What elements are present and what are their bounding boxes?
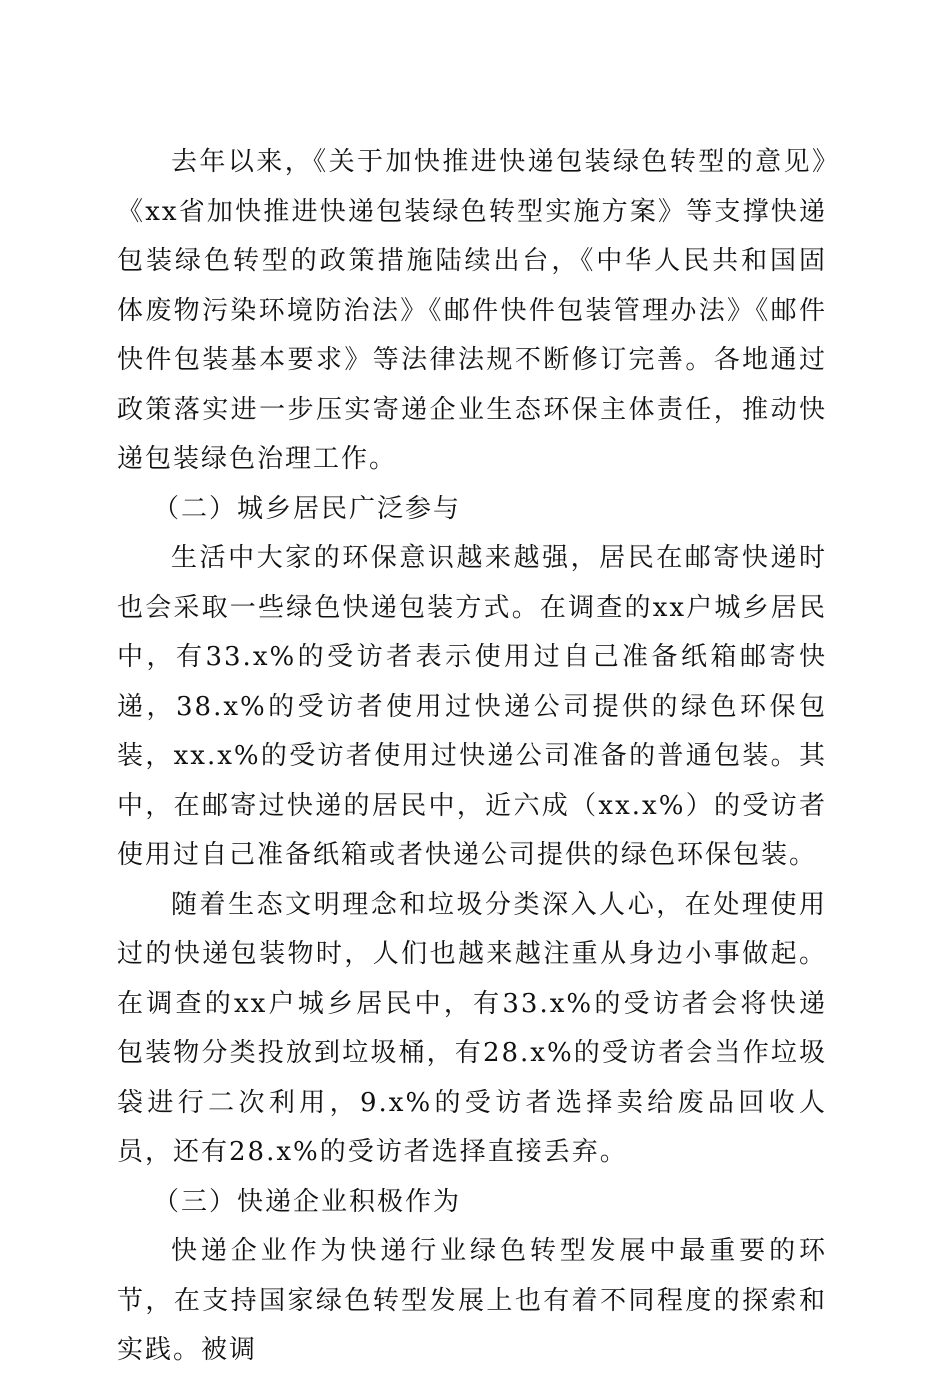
paragraph-enterprises: 快递企业作为快递行业绿色转型发展中最重要的环节，在支持国家绿色转型发展上也有着不同程度的探索和实践。被调: [117, 1236, 827, 1365]
document-body: [117, 138, 827, 1376]
paragraph-residents-disposal: 随着生态文明理念和垃圾分类深入人心，在处理使用过的快递包装物时，人们也越来越注重从身边小事做起。在调查的xx户城乡居民中，有33.x%的受访者会将快递包装物分类投放到垃圾桶，有28.x%的受访者会当作垃圾袋进行二次利用，9.x%的受访者选择卖给废品回收人员，还有28.x%的受访者选择直接丢弃。: [117, 889, 827, 1167]
paragraph-policy: 去年以来，《关于加快推进快递包装绿色转型的意见》《xx省加快推进快递包装绿色转型实施方案》等支撑快递包装绿色转型的政策措施陆续出台，《中华人民共和国固体废物污染环境防治法》《邮件快件包装管理办法》《邮件快件包装基本要求》等法律法规不断修订完善。各地通过政策落实进一步压实寄递企业生态环保主体责任，推动快递包装绿色治理工作。: [117, 147, 827, 474]
section-heading-residents: （二）城乡居民广泛参与: [153, 493, 462, 524]
paragraph-residents-packaging: 生活中大家的环保意识越来越强，居民在邮寄快递时也会采取一些绿色快递包装方式。在调查的xx户城乡居民中，有33.x%的受访者表示使用过自己准备纸箱邮寄快递，38.x%的受访者使用过快递公司提供的绿色环保包装，xx.x%的受访者使用过快递公司准备的普通包装。其中，在邮寄过快递的居民中，近六成（xx.x%）的受访者使用过自己准备纸箱或者快递公司提供的绿色环保包装。: [117, 543, 827, 870]
section-heading-enterprises: （三）快递企业积极作为: [153, 1186, 462, 1217]
